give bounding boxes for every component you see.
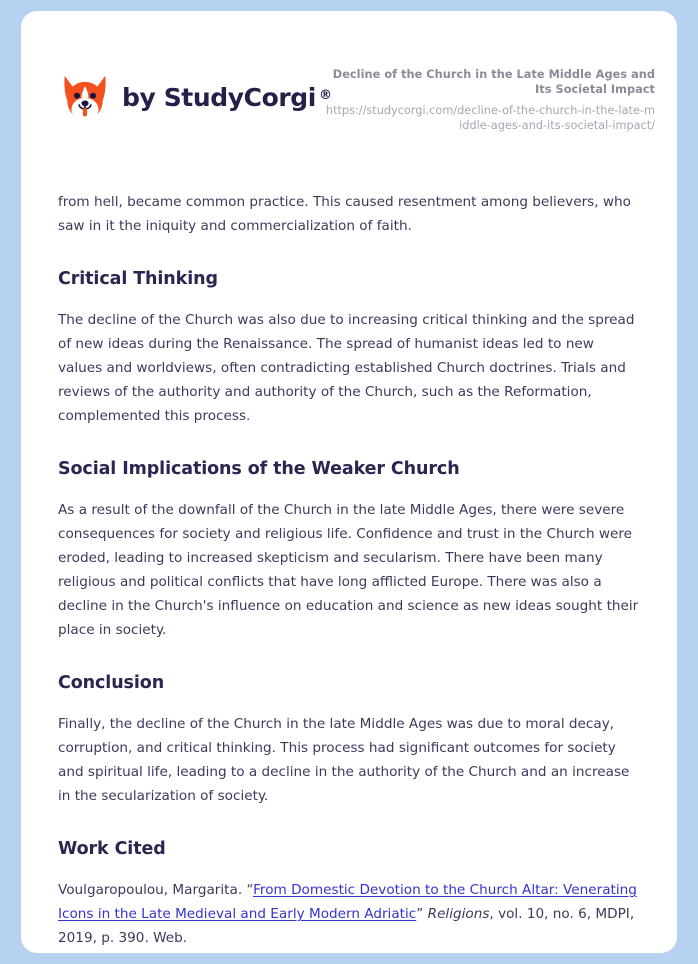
section-heading-social-implications: Social Implications of the Weaker Church: [58, 459, 460, 479]
corgi-face-icon: [58, 70, 112, 124]
section-paragraph-social-implications: As a result of the downfall of the Church in the late Middle Ages, there were severe consequences for society and religious life. Confidence and trust in the Church were eroded, leading to increased skepticism and secularism. There have been many religious and political conflicts that have long afflicted Europe. There was also a decline in the Church's influence on education and science as new ideas sought their place in society.: [58, 502, 639, 638]
work-cited-entry: [58, 878, 641, 950]
citation-author: Voulgaropoulou, Margarita. “: [58, 882, 254, 898]
citation-source-link[interactable]: From Domestic Devotion to the Church Altar: Venerating Icons in the Late Medieval and Early Modern Adriatic: [58, 882, 637, 922]
document-header: [21, 11, 677, 141]
document-page: [21, 11, 677, 953]
registered-trademark-icon: ®: [318, 88, 332, 104]
section-heading-conclusion: Conclusion: [58, 673, 165, 693]
brand-name: [122, 83, 332, 112]
intro-paragraph: from hell, became common practice. This caused resentment among believers, who saw in it the iniquity and commercialization of faith.: [58, 194, 631, 234]
section-paragraph-critical-thinking: The decline of the Church was also due to increasing critical thinking and the spread of new ideas during the Renaissance. The spread of humanist ideas led to new values and worldviews, often contradicting established Church doctrines. Trials and reviews of the authority and authority of the Church, such as the Reformation, complemented this process.: [58, 312, 635, 424]
document-source-url: https://studycorgi.com/decline-of-the-church-in-the-late-middle-ages-and-its-societal-impact/: [325, 104, 655, 132]
brand-name-text: by StudyCorgi: [122, 82, 316, 112]
citation-details: , vol. 10, no. 6, MDPI, 2019, p. 390. Web.: [58, 906, 635, 946]
document-title: Decline of the Church in the Late Middle Ages and Its Societal Impact: [332, 68, 655, 96]
section-paragraph-conclusion: Finally, the decline of the Church in the late Middle Ages was due to moral decay, corruption, and critical thinking. This process had significant outcomes for society and spiritual life, leading to a decline in the authority of the Church and an increase in the secularization of society.: [58, 716, 630, 804]
section-heading-critical-thinking: Critical Thinking: [58, 269, 218, 289]
section-heading-work-cited: Work Cited: [58, 839, 166, 859]
header-document-meta: [325, 67, 655, 133]
brand-logotype: [58, 70, 332, 124]
citation-quote-close: ”: [416, 906, 428, 922]
citation-journal: Religions: [427, 906, 490, 922]
document-body: [21, 141, 677, 950]
